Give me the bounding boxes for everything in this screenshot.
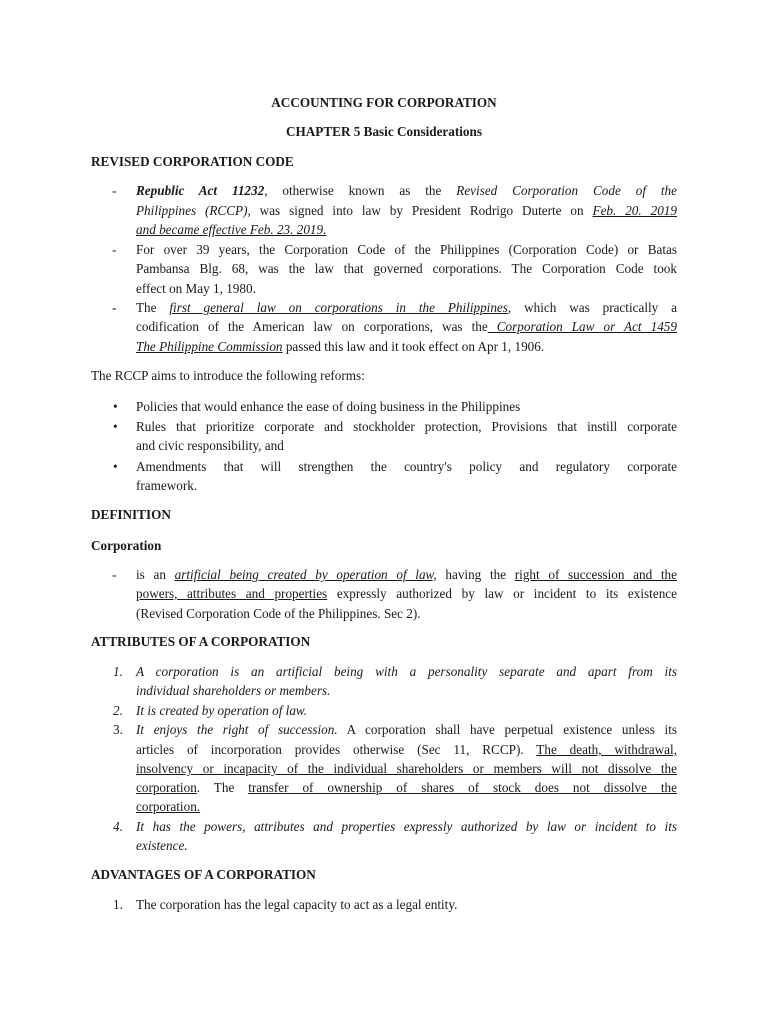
rcc-item2-line3: effect on May 1, 1980. [136, 281, 256, 296]
reforms-intro: The RCCP aims to introduce the following reforms: [91, 368, 365, 383]
list-number: 3. [113, 722, 123, 737]
rcc-item2-line1: For over 39 years, the Corporation Code of the Philippines (Corporation Code) or Batas [136, 242, 677, 257]
reform-item1: Policies that would enhance the ease of doing business in the Philippines [136, 399, 521, 414]
attribute3-line3: insolvency or incapacity of the individual shareholders or members will not dissolve the [136, 761, 677, 776]
document-title: ACCOUNTING FOR CORPORATION [271, 95, 497, 110]
philippine-commission: The Philippine Commission [136, 339, 283, 354]
act-1459: Corporation Law or Act 1459 [487, 319, 677, 334]
artificial-being-phrase: artificial being created by operation of law, [174, 567, 437, 582]
rcc-item1-line2: Philippines (RCCP), was signed into law by President Rodrigo Duterte on Feb. 20. 2019 [136, 203, 677, 218]
subheading-corporation: Corporation [91, 538, 162, 553]
dash-bullet: - [112, 300, 117, 315]
reform-item3-line1: Amendments that will strengthen the country's policy and regulatory corporate [136, 459, 677, 474]
reform-item3-line2: framework. [136, 478, 198, 493]
list-number: 1. [113, 897, 123, 912]
heading-definition: DEFINITION [91, 507, 171, 522]
definition-line2: powers, attributes and properties expressly authorized by law or incident to its existence [136, 586, 677, 601]
list-number: 1. [113, 664, 123, 679]
attribute3-line5: corporation. [136, 799, 201, 814]
rcc-item2-line2: Pambansa Blg. 68, was the law that governed corporations. The Corporation Code took [136, 261, 677, 276]
attribute3-line2: articles of incorporation provides otherwise (Sec 11, RCCP). The death, withdrawal, [136, 742, 678, 757]
rcc-item1-line3 [136, 220, 326, 239]
attribute2: It is created by operation of law. [136, 703, 308, 718]
reform-item2-line2: and civic responsibility, and [136, 438, 284, 453]
signing-date: Feb. 20. 2019 [592, 203, 677, 218]
round-bullet: • [113, 419, 118, 434]
republic-act-label: Republic Act 11232 [136, 183, 265, 198]
heading-advantages: ADVANTAGES OF A CORPORATION [91, 867, 316, 882]
first-general-law: first general law on corporations in the Philippines [169, 300, 508, 315]
attribute1-line1: A corporation is an artificial being with a personality separate and apart from its [136, 664, 677, 679]
attribute4-line1: It has the powers, attributes and properties expressly authorized by law or incident to its [136, 819, 677, 834]
round-bullet: • [113, 459, 118, 474]
dash-bullet: - [112, 183, 117, 198]
attribute3-line4: corporation. The transfer of ownership of shares of stock does not dissolve the [136, 780, 677, 795]
definition-line1: is an artificial being created by operation of law, having the right of succession and the [136, 567, 677, 582]
rcc-item1-line1: Republic Act 11232, otherwise known as the Revised Corporation Code of the [136, 183, 678, 198]
attribute1-line2: individual shareholders or members. [136, 683, 331, 698]
round-bullet: • [113, 399, 118, 414]
advantage1: The corporation has the legal capacity to act as a legal entity. [136, 897, 458, 912]
heading-revised-corporation-code: REVISED CORPORATION CODE [91, 154, 294, 169]
list-number: 4. [113, 819, 123, 834]
list-number: 2. [113, 703, 123, 718]
dash-bullet: - [112, 567, 117, 582]
rcc-item3-line1: The first general law on corporations in the Philippines, which was practically a [136, 300, 677, 315]
right-of-succession-phrase: right of succession and the [514, 567, 677, 582]
chapter-title: CHAPTER 5 Basic Considerations [286, 124, 482, 139]
effective-date: and became effective Feb. 23. 2019. [136, 222, 327, 237]
rcc-item3-line2: codification of the American law on corporations, was the Corporation Law or Act 1459 [136, 319, 677, 334]
attribute4-line2: existence. [136, 838, 188, 853]
rcc-item3-line3: The Philippine Commission passed this law and it took effect on Apr 1, 1906. [136, 339, 545, 354]
dash-bullet: - [112, 242, 117, 257]
reform-item2-line1: Rules that prioritize corporate and stockholder protection, Provisions that instill corporate [136, 419, 677, 434]
attribute3-line1: It enjoys the right of succession. A corporation shall have perpetual existence unless its [136, 722, 677, 737]
heading-attributes: ATTRIBUTES OF A CORPORATION [91, 634, 311, 649]
definition-line3: (Revised Corporation Code of the Philippines. Sec 2). [136, 606, 421, 621]
